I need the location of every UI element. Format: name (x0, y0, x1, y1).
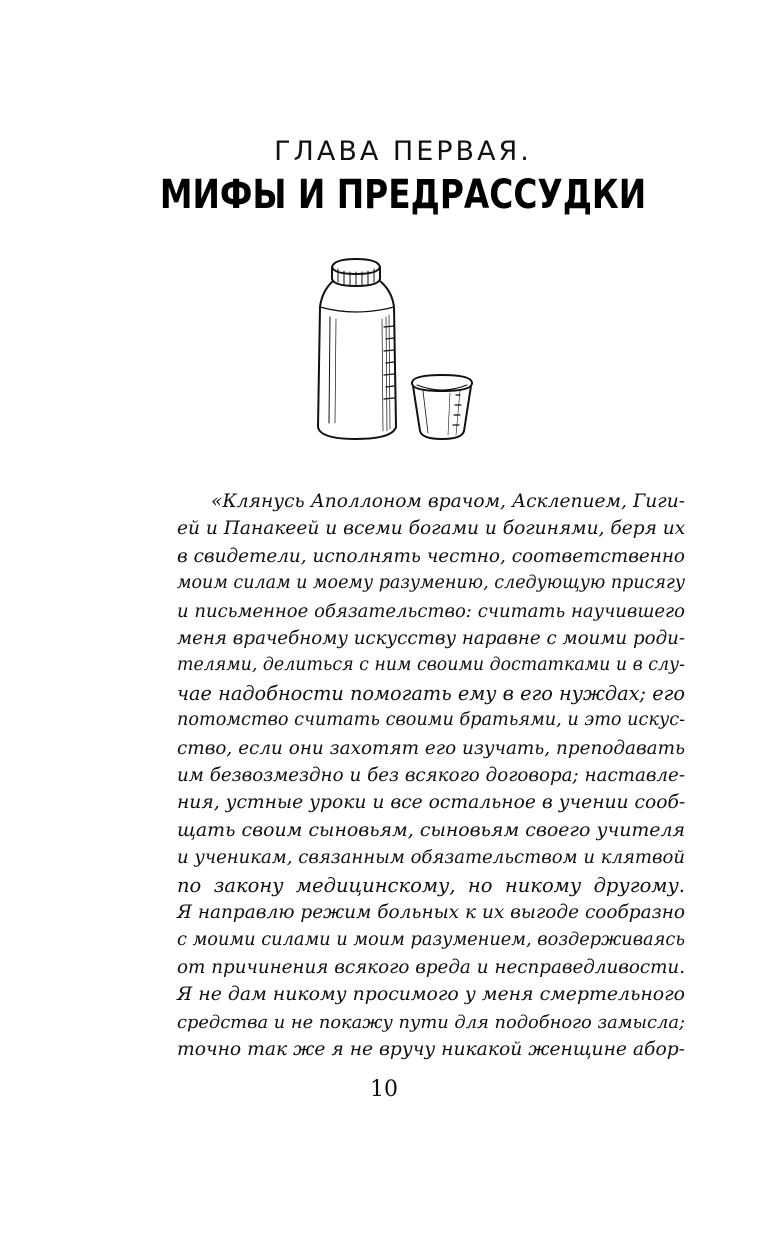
oath-line: щать своим сыновьям, сыновьям своего учителя (177, 818, 685, 841)
oath-line: средства и не покажу пути для подобного замысла; (177, 1011, 685, 1033)
oath-line: точно так же я не вручу никакой женщине абор- (177, 1039, 685, 1061)
oath-line: Я направлю режим больных к их выгоде сообразно (177, 902, 685, 924)
oath-line: с моими силами и моим разумением, воздерживаясь (177, 929, 685, 950)
oath-line: моим силам и моему разумению, следующую присягу (177, 573, 685, 594)
chapter-title: МИФЫ И ПРЕДРАССУДКИ (159, 172, 647, 218)
hippocratic-oath-text (177, 488, 685, 1064)
oath-line: и письменное обязательство: считать научившего (177, 600, 685, 622)
oath-line: по закону медицинскому, но никому другому. (177, 873, 685, 897)
oath-line: Я не дам никому просимого у меня смертельного (177, 983, 685, 1006)
oath-line: и ученикам, связанным обязательством и клятвой (177, 847, 685, 869)
medicine-bottle-illustration (300, 255, 500, 445)
oath-line: «Клянусь Аполлоном врачом, Асклепием, Гиги- (211, 491, 685, 512)
oath-line: меня врачебному искусству наравне с моими роди- (177, 628, 686, 650)
page-number: 10 (370, 1077, 398, 1102)
oath-line: потомство считать своими братьями, и это искус- (177, 710, 686, 731)
oath-line: ния, устные уроки и все остальное в учении сооб- (177, 792, 686, 814)
oath-line: от причинения всякого вреда и несправедливости. (177, 956, 685, 978)
chapter-label: ГЛАВА ПЕРВАЯ. (274, 136, 532, 167)
oath-line: ей и Панакеей и всеми богами и богинями, беря их (177, 518, 686, 540)
oath-line: в свидетели, исполнять честно, соответственно (177, 545, 685, 567)
oath-line: ство, если они захотят его изучать, преподавать (177, 737, 685, 759)
oath-line: телями, делиться с ним своими достатками и в слу- (177, 655, 685, 676)
oath-line: чае надобности помогать ему в его нуждах; его (177, 681, 685, 705)
oath-line: им безвозмездно и без всякого договора; наставле- (177, 765, 685, 787)
